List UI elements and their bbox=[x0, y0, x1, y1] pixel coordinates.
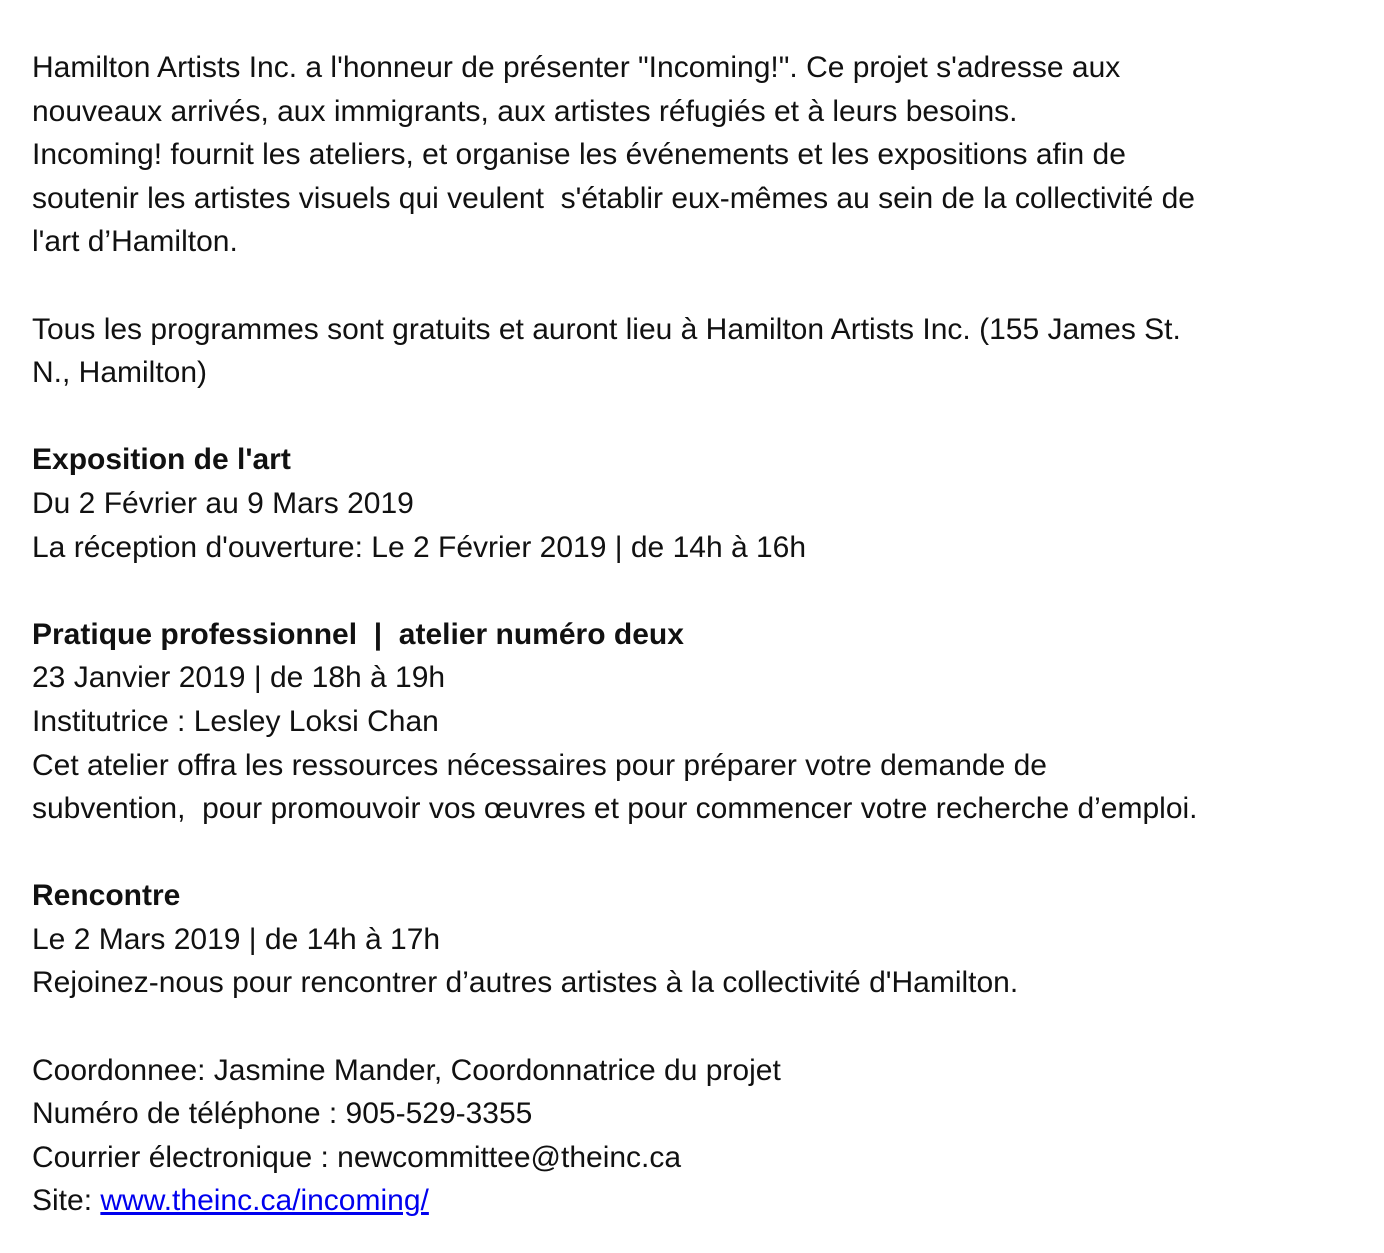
contact-email: Courrier électronique : newcommittee@theinc.ca bbox=[32, 1140, 682, 1174]
intro-line-1: Hamilton Artists Inc. a l'honneur de présenter "Incoming!". Ce projet s'adresse aux bbox=[32, 51, 1121, 84]
exhibition-dates: Du 2 Février au 9 Mars 2019 bbox=[32, 486, 414, 520]
intro-line-2: nouveaux arrivés, aux immigrants, aux artistes réfugiés et à leurs besoins. bbox=[32, 94, 1018, 128]
site-link[interactable]: www.theinc.ca/incoming/ bbox=[100, 1184, 429, 1218]
spacer bbox=[32, 569, 1362, 613]
workshop-date: 23 Janvier 2019 | de 18h à 19h bbox=[32, 661, 446, 695]
exhibition-reception: La réception d'ouverture: Le 2 Février 2019 | de 14h à 16h bbox=[32, 530, 807, 564]
spacer bbox=[32, 1005, 1362, 1049]
spacer bbox=[32, 264, 1362, 308]
venue-line-2: N., Hamilton) bbox=[32, 356, 208, 390]
workshop-description-2: subvention, pour promouvoir vos œuvres et pour commencer votre recherche d’emploi. bbox=[32, 792, 1198, 826]
contact-site bbox=[32, 1179, 1362, 1223]
workshop-description-1: Cet atelier offra les ressources nécessaires pour préparer votre demande de bbox=[32, 748, 1047, 782]
spacer bbox=[32, 395, 1362, 439]
spacer bbox=[32, 831, 1362, 875]
workshop-instructor: Institutrice : Lesley Loksi Chan bbox=[32, 704, 439, 738]
meetup-description: Rejoinez-nous pour rencontrer d’autres artistes à la collectivité d'Hamilton. bbox=[32, 966, 1019, 1000]
site-label: Site: bbox=[32, 1184, 101, 1218]
intro-line-3: Incoming! fournit les ateliers, et organise les événements et les expositions afin de bbox=[32, 138, 1126, 172]
contact-phone: Numéro de téléphone : 905-529-3355 bbox=[32, 1097, 533, 1131]
meetup-date: Le 2 Mars 2019 | de 14h à 17h bbox=[32, 922, 441, 956]
contact-coordinator: Coordonnee: Jasmine Mander, Coordonnatrice du projet bbox=[32, 1053, 781, 1087]
meetup-heading: Rencontre bbox=[32, 879, 181, 913]
exhibition-heading: Exposition de l'art bbox=[32, 443, 291, 477]
intro-line-5: l'art d’Hamilton. bbox=[32, 225, 238, 259]
intro-line-4: soutenir les artistes visuels qui veulent s'établir eux-mêmes au sein de la collectivité de bbox=[32, 181, 1195, 215]
venue-line-1: Tous les programmes sont gratuits et auront lieu à Hamilton Artists Inc. (155 James St. bbox=[32, 312, 1181, 346]
workshop-heading: Pratique professionnel | atelier numéro deux bbox=[32, 617, 684, 651]
document-body bbox=[32, 46, 1362, 1223]
